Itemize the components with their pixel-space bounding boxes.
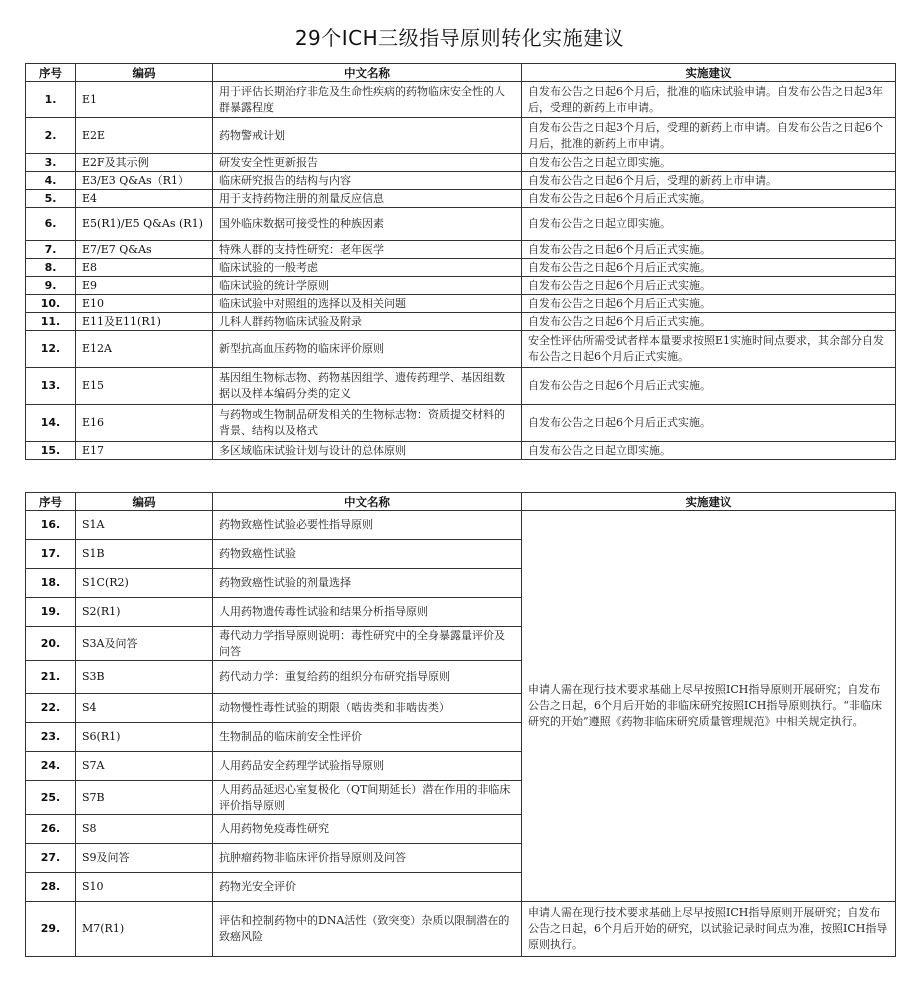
guideline-name: 基因组生物标志物、药物基因组学、遗传药理学、基因组数据以及样本编码分类的定义 xyxy=(213,368,522,405)
row-number: 2. xyxy=(26,118,76,154)
guideline-code: S4 xyxy=(76,694,213,723)
page-title: 29个ICH三级指导原则转化实施建议 xyxy=(294,26,625,50)
row-number: 29. xyxy=(26,902,76,957)
guideline-table-e-series xyxy=(25,63,896,460)
header-name: 中文名称 xyxy=(213,64,522,82)
guideline-name: 药物致癌性试验的剂量选择 xyxy=(213,569,522,598)
table-row xyxy=(26,368,896,405)
guideline-code: E11及E11(R1) xyxy=(76,313,213,331)
guideline-code: S1B xyxy=(76,540,213,569)
guideline-code: S3B xyxy=(76,661,213,694)
implementation-advice: 自发布公告之日起6个月后正式实施。 xyxy=(522,295,896,313)
guideline-name: 临床研究报告的结构与内容 xyxy=(213,172,522,190)
guideline-code: E9 xyxy=(76,277,213,295)
guideline-name: 人用药品安全药理学试验指导原则 xyxy=(213,752,522,781)
row-number: 6. xyxy=(26,208,76,241)
header-advice: 实施建议 xyxy=(522,64,896,82)
row-number: 18. xyxy=(26,569,76,598)
implementation-advice: 自发布公告之日起6个月后正式实施。 xyxy=(522,277,896,295)
guideline-name: 毒代动力学指导原则说明：毒性研究中的全身暴露量评价及问答 xyxy=(213,627,522,661)
guideline-name: 人用药品延迟心室复极化（QT间期延长）潜在作用的非临床评价指导原则 xyxy=(213,781,522,815)
row-number: 20. xyxy=(26,627,76,661)
implementation-advice: 自发布公告之日起立即实施。 xyxy=(522,442,896,460)
row-number: 17. xyxy=(26,540,76,569)
guideline-name: 研发安全性更新报告 xyxy=(213,154,522,172)
guideline-name: 国外临床数据可接受性的种族因素 xyxy=(213,208,522,241)
guideline-code: E3/E3 Q&As（R1） xyxy=(76,172,213,190)
implementation-advice: 自发布公告之日起6个月后正式实施。 xyxy=(522,405,896,442)
row-number: 10. xyxy=(26,295,76,313)
guideline-name: 人用药物遗传毒性试验和结果分析指导原则 xyxy=(213,598,522,627)
guideline-name: 用于评估长期治疗非危及生命性疾病的药物临床安全性的人群暴露程度 xyxy=(213,82,522,118)
row-number: 9. xyxy=(26,277,76,295)
guideline-name: 动物慢性毒性试验的期限（啮齿类和非啮齿类） xyxy=(213,694,522,723)
guideline-code: S6(R1) xyxy=(76,723,213,752)
guideline-table-s-series xyxy=(25,492,896,957)
guideline-name: 与药物或生物制品研发相关的生物标志物：资质提交材料的背景、结构以及格式 xyxy=(213,405,522,442)
header-code: 编码 xyxy=(76,64,213,82)
header-code: 编码 xyxy=(76,493,213,511)
guideline-name: 药物致癌性试验必要性指导原则 xyxy=(213,511,522,540)
guideline-name: 特殊人群的支持性研究：老年医学 xyxy=(213,241,522,259)
implementation-advice: 自发布公告之日起6个月后，批准的临床试验申请。自发布公告之日起3年后，受理的新药上市申请。 xyxy=(522,82,896,118)
guideline-name: 评估和控制药物中的DNA活性（致突变）杂质以限制潜在的致癌风险 xyxy=(213,902,522,957)
row-number: 24. xyxy=(26,752,76,781)
row-number: 22. xyxy=(26,694,76,723)
row-number: 8. xyxy=(26,259,76,277)
table-row xyxy=(26,172,896,190)
header-no: 序号 xyxy=(26,64,76,82)
guideline-name: 药物警戒计划 xyxy=(213,118,522,154)
table-row xyxy=(26,82,896,118)
row-number: 7. xyxy=(26,241,76,259)
guideline-code: S7A xyxy=(76,752,213,781)
guideline-code: E1 xyxy=(76,82,213,118)
implementation-advice: 自发布公告之日起6个月后正式实施。 xyxy=(522,368,896,405)
row-number: 28. xyxy=(26,873,76,902)
row-number: 19. xyxy=(26,598,76,627)
row-number: 14. xyxy=(26,405,76,442)
guideline-code: E15 xyxy=(76,368,213,405)
guideline-code: E5(R1)/E5 Q&As (R1) xyxy=(76,208,213,241)
header-advice: 实施建议 xyxy=(522,493,896,511)
implementation-advice: 自发布公告之日起立即实施。 xyxy=(522,208,896,241)
guideline-name: 用于支持药物注册的剂量反应信息 xyxy=(213,190,522,208)
guideline-code: M7(R1) xyxy=(76,902,213,957)
table-row xyxy=(26,259,896,277)
guideline-code: E16 xyxy=(76,405,213,442)
guideline-code: E17 xyxy=(76,442,213,460)
table-row xyxy=(26,241,896,259)
row-number: 21. xyxy=(26,661,76,694)
implementation-advice: 自发布公告之日起6个月后正式实施。 xyxy=(522,313,896,331)
guideline-code: S3A及问答 xyxy=(76,627,213,661)
guideline-code: S7B xyxy=(76,781,213,815)
table-row xyxy=(26,313,896,331)
row-number: 1. xyxy=(26,82,76,118)
guideline-code: E2F及其示例 xyxy=(76,154,213,172)
guideline-code: E2E xyxy=(76,118,213,154)
guideline-name: 多区域临床试验计划与设计的总体原则 xyxy=(213,442,522,460)
guideline-name: 生物制品的临床前安全性评价 xyxy=(213,723,522,752)
implementation-advice: 自发布公告之日起3个月后，受理的新药上市申请。自发布公告之日起6个月后，批准的新药上市申请。 xyxy=(522,118,896,154)
guideline-name: 新型抗高血压药物的临床评价原则 xyxy=(213,331,522,368)
guideline-code: E12A xyxy=(76,331,213,368)
table-header-row xyxy=(26,64,896,82)
implementation-advice: 自发布公告之日起6个月后正式实施。 xyxy=(522,241,896,259)
row-number: 12. xyxy=(26,331,76,368)
guideline-name: 药代动力学：重复给药的组织分布研究指导原则 xyxy=(213,661,522,694)
guideline-name: 临床试验的统计学原则 xyxy=(213,277,522,295)
row-number: 26. xyxy=(26,815,76,844)
implementation-advice: 自发布公告之日起6个月后，受理的新药上市申请。 xyxy=(522,172,896,190)
guideline-code: E4 xyxy=(76,190,213,208)
guideline-code: S2(R1) xyxy=(76,598,213,627)
guideline-name: 药物光安全评价 xyxy=(213,873,522,902)
table-header-row xyxy=(26,493,896,511)
row-number: 27. xyxy=(26,844,76,873)
row-number: 3. xyxy=(26,154,76,172)
guideline-code: E7/E7 Q&As xyxy=(76,241,213,259)
implementation-advice-s-group: 申请人需在现行技术要求基础上尽早按照ICH指导原则开展研究；自发布公告之日起，6个月后开始的非临床研究按照ICH指导原则执行。“非临床研究的开始”遵照《药物非临床研究质量管理规范》中相关规定执行。 xyxy=(522,511,896,902)
header-name: 中文名称 xyxy=(213,493,522,511)
row-number: 15. xyxy=(26,442,76,460)
row-number: 16. xyxy=(26,511,76,540)
row-number: 25. xyxy=(26,781,76,815)
guideline-code: S1C(R2) xyxy=(76,569,213,598)
table-row xyxy=(26,208,896,241)
implementation-advice: 自发布公告之日起立即实施。 xyxy=(522,154,896,172)
guideline-name: 临床试验的一般考虑 xyxy=(213,259,522,277)
guideline-name: 临床试验中对照组的选择以及相关问题 xyxy=(213,295,522,313)
implementation-advice: 自发布公告之日起6个月后正式实施。 xyxy=(522,259,896,277)
header-no: 序号 xyxy=(26,493,76,511)
guideline-code: E8 xyxy=(76,259,213,277)
implementation-advice: 安全性评估所需受试者样本量要求按照E1实施时间点要求，其余部分自发布公告之日起6个月后正式实施。 xyxy=(522,331,896,368)
guideline-code: S8 xyxy=(76,815,213,844)
implementation-advice: 自发布公告之日起6个月后正式实施。 xyxy=(522,190,896,208)
table-row xyxy=(26,190,896,208)
guideline-name: 人用药物免疫毒性研究 xyxy=(213,815,522,844)
guideline-name: 抗肿瘤药物非临床评价指导原则及问答 xyxy=(213,844,522,873)
guideline-name: 儿科人群药物临床试验及附录 xyxy=(213,313,522,331)
row-number: 23. xyxy=(26,723,76,752)
guideline-name: 药物致癌性试验 xyxy=(213,540,522,569)
table-row xyxy=(26,154,896,172)
table-row xyxy=(26,295,896,313)
table-row xyxy=(26,277,896,295)
row-number: 4. xyxy=(26,172,76,190)
table-row xyxy=(26,331,896,368)
table-row xyxy=(26,442,896,460)
table-row xyxy=(26,511,896,540)
row-number: 5. xyxy=(26,190,76,208)
guideline-code: S9及问答 xyxy=(76,844,213,873)
guideline-code: E10 xyxy=(76,295,213,313)
row-number: 11. xyxy=(26,313,76,331)
guideline-code: S1A xyxy=(76,511,213,540)
table-row xyxy=(26,405,896,442)
guideline-code: S10 xyxy=(76,873,213,902)
table-row xyxy=(26,902,896,957)
table-row xyxy=(26,118,896,154)
row-number: 13. xyxy=(26,368,76,405)
implementation-advice-m7: 申请人需在现行技术要求基础上尽早按照ICH指导原则开展研究；自发布公告之日起，6个月后开始的研究，以试验记录时间点为准，按照ICH指导原则执行。 xyxy=(522,902,896,957)
